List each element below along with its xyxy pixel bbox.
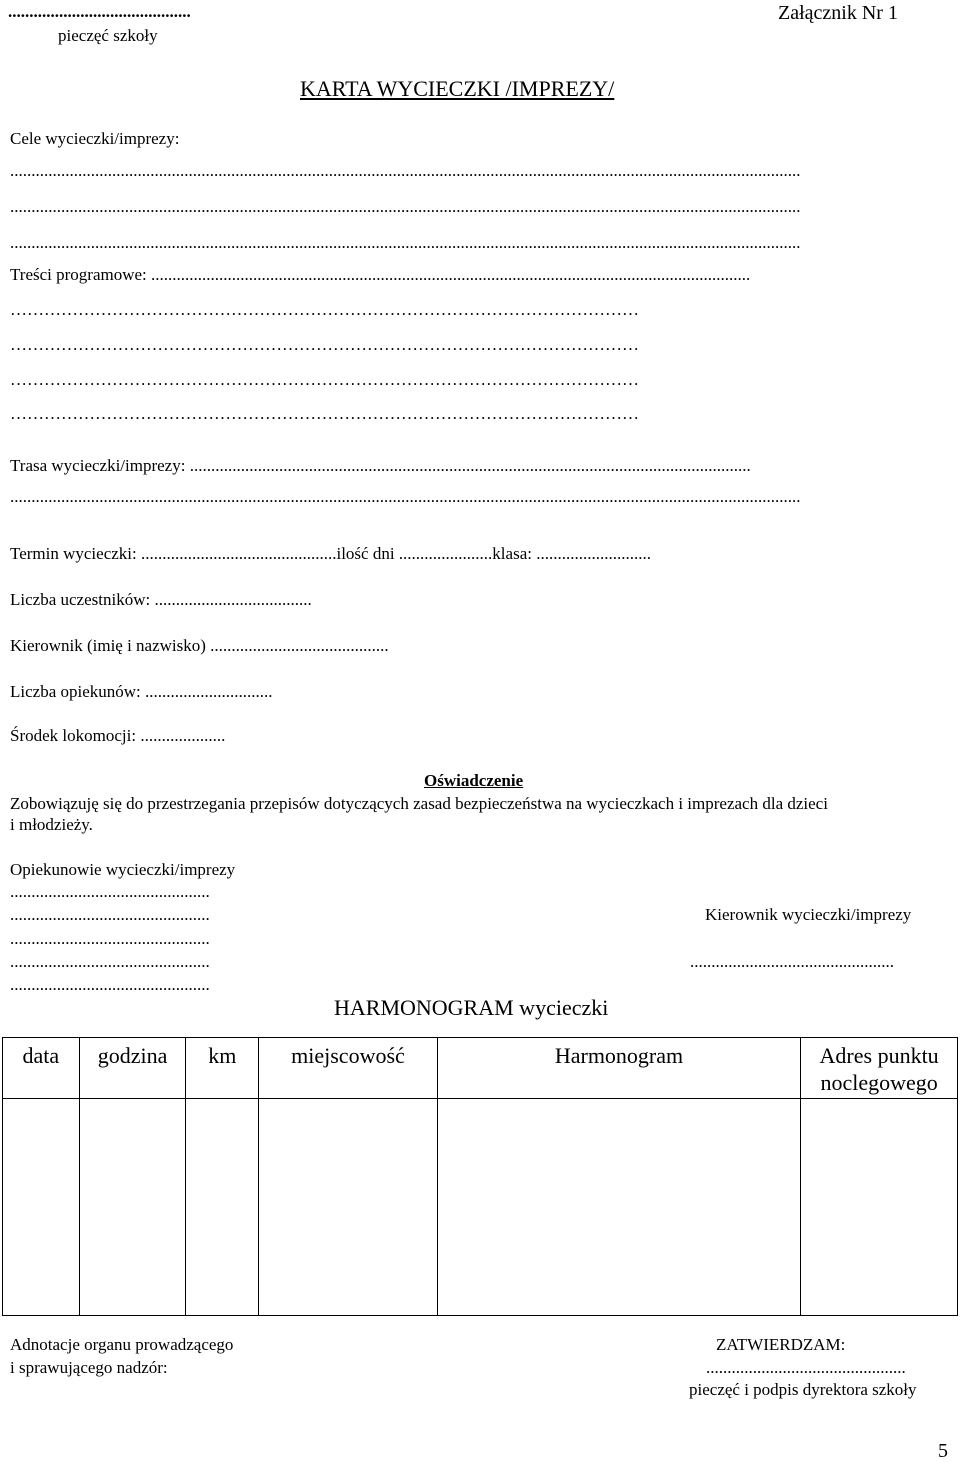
tresci-field: Treści programowe: .............................................................................................................................................	[10, 265, 751, 284]
col-godzina: godzina	[79, 1038, 186, 1099]
cele-dots-3: ..........................................................................................................................................................................................	[10, 233, 801, 252]
declaration-line-1: Zobowiązuję się do przestrzegania przepisów dotyczących zasad bezpieczeństwa na wycieczkach i imprezach dla dzieci	[10, 794, 828, 813]
attachment-label: Załącznik Nr 1	[778, 2, 898, 24]
table-row	[3, 1099, 958, 1316]
cell-miejscowosc[interactable]	[259, 1099, 438, 1316]
opiekunowie-label: Opiekunowie wycieczki/imprezy	[10, 860, 236, 879]
opiekunowie-count-field: Liczba opiekunów: ..............................	[10, 682, 273, 701]
kierownik-field: Kierownik (imię i nazwisko) ..........................................	[10, 636, 389, 655]
lokomocja-field: Środek lokomocji: ....................	[10, 726, 226, 745]
kierownik-dots: ................................................	[690, 952, 894, 971]
tresci-line-2: …………………………………………………………………………………………………	[10, 335, 639, 354]
page-title: KARTA WYCIECZKI /IMPREZY/	[300, 76, 615, 101]
adnotacje-line-2: i sprawującego nadzór:	[10, 1358, 168, 1377]
col-adres: Adres punktu noclegowego	[801, 1038, 958, 1099]
opiekun-dots-5: ...............................................	[10, 975, 210, 994]
col-miejscowosc: miejscowość	[259, 1038, 438, 1099]
tresci-line-3: …………………………………………………………………………………………………	[10, 370, 639, 389]
opiekun-dots-2: ...............................................	[10, 905, 210, 924]
dyrektor-signature-label: pieczęć i podpis dyrektora szkoły	[689, 1380, 917, 1399]
kierownik-label: Kierownik wycieczki/imprezy	[705, 905, 912, 924]
zatwierdzam-label: ZATWIERDZAM:	[716, 1335, 846, 1354]
opiekun-dots-1: ...............................................	[10, 882, 210, 901]
col-km: km	[186, 1038, 259, 1099]
cell-data[interactable]	[3, 1099, 80, 1316]
cele-dots-1: ..........................................................................................................................................................................................	[10, 161, 801, 180]
cell-adres[interactable]	[801, 1099, 958, 1316]
zatwierdzam-dots: ...............................................	[706, 1358, 906, 1377]
opiekun-dots-3: ...............................................	[10, 929, 210, 948]
col-harmonogram: Harmonogram	[437, 1038, 800, 1099]
stamp-dots: ...........................................	[8, 2, 191, 21]
table-header-row	[3, 1038, 958, 1099]
cele-dots-2: ..........................................................................................................................................................................................	[10, 197, 801, 216]
tresci-line-4: …………………………………………………………………………………………………	[10, 404, 639, 423]
cell-godzina[interactable]	[79, 1099, 186, 1316]
harmonogram-table	[2, 1037, 958, 1316]
adnotacje-line-1: Adnotacje organu prowadzącego	[10, 1335, 234, 1354]
declaration-line-2: i młodzieży.	[10, 815, 93, 834]
cell-harmonogram[interactable]	[437, 1099, 800, 1316]
cell-km[interactable]	[186, 1099, 259, 1316]
col-data: data	[3, 1038, 80, 1099]
cele-label: Cele wycieczki/imprezy:	[10, 129, 180, 148]
page-number: 5	[938, 1440, 948, 1462]
stamp-label: pieczęć szkoły	[58, 26, 158, 45]
uczestnicy-field: Liczba uczestników: .....................................	[10, 590, 312, 609]
trasa-dots: ..........................................................................................................................................................................................	[10, 487, 801, 506]
tresci-line-1: …………………………………………………………………………………………………	[10, 300, 639, 319]
declaration-heading: Oświadczenie	[424, 771, 524, 790]
trasa-field: Trasa wycieczki/imprezy: ....................................................................................................................................	[10, 456, 751, 475]
harmonogram-title: HARMONOGRAM wycieczki	[334, 995, 609, 1020]
opiekun-dots-4: ...............................................	[10, 952, 210, 971]
termin-field: Termin wycieczki: ..............................................ilość dni ......................klasa: ...........................	[10, 544, 651, 563]
